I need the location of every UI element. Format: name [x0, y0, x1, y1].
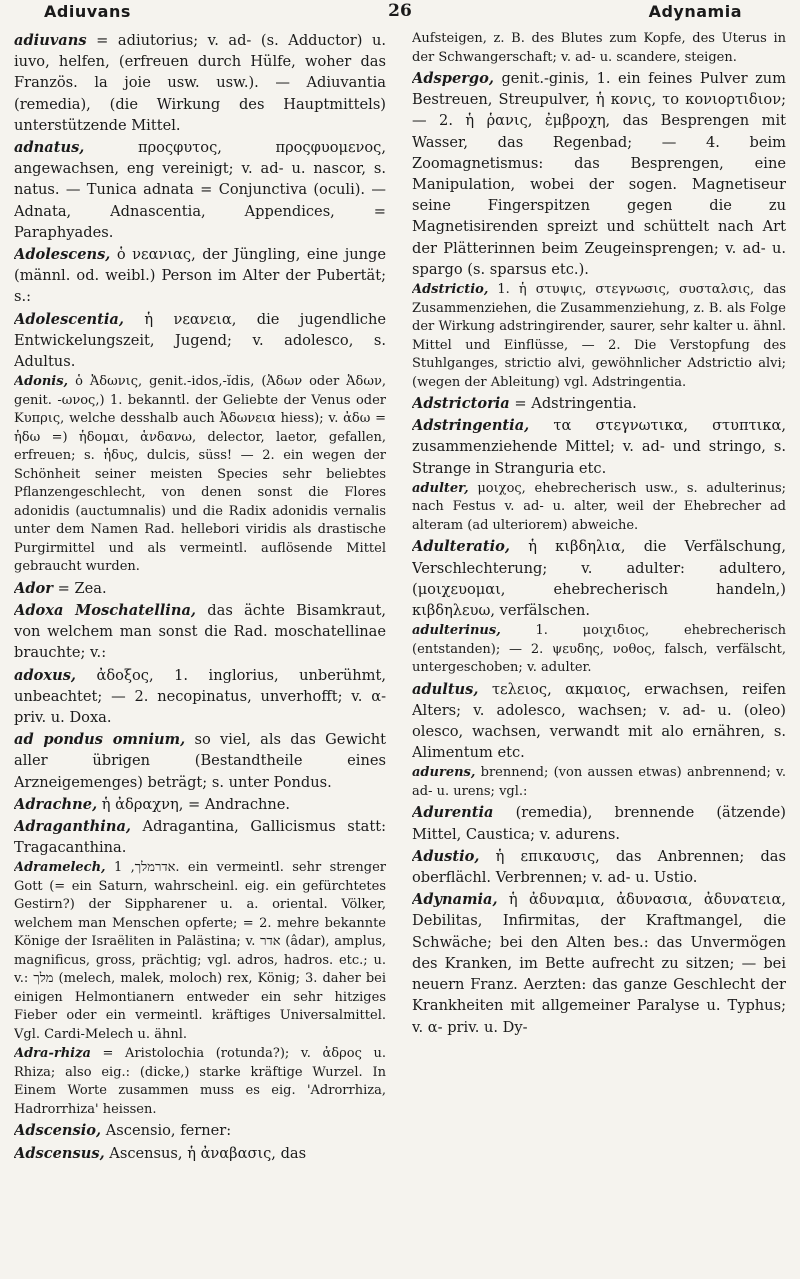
dictionary-entry: [14, 600, 386, 664]
dictionary-entry: [412, 679, 786, 764]
dictionary-entry: [14, 816, 386, 858]
dictionary-entry: [412, 802, 786, 844]
entry-text: genit.-ginis, 1. ein feines Pulver zum Bestreuen, Streupulver, ἡ κονις, το κονιορτιδιον; — 2. ἡ ῥανις, ἐμβροχη, das Besprengen mit Wasser, das Regenbad; — 4. beim Zoomagnetismus: das Besprengen, eine Manipulation, wobei der sogen. Magnetiseur seine Fingerspitzen gegen die zu Magnetisirenden spreizt und schüttelt nach Art der Plätterinnen beim Zeugeinsprengen; v. ad- u. spargo (s. sparsus etc.).: [412, 70, 786, 278]
entry-text: so viel, als das Gewicht aller übrigen (Bestandtheile eines Arzneigemenges) beträgt; s. unter Pondus.: [14, 731, 386, 791]
entry-headword: Adolescentia,: [14, 310, 124, 328]
dictionary-entry: [14, 729, 386, 793]
entry-headword: adultus,: [412, 680, 479, 698]
dictionary-entry: [14, 1143, 386, 1164]
entry-headword: Adra-rhiza: [14, 1046, 91, 1062]
dictionary-entry: [14, 1120, 386, 1141]
dictionary-entry: [412, 393, 786, 414]
dictionary-entry: [14, 30, 386, 136]
dictionary-entry: [412, 480, 786, 536]
entry-text: τελειος, ακμαιος, erwachsen, reifen Alters; v. adolesco, wachsen; v. ad- u. (oleo) olesco, wachsen, verwandt mit alo ernähren, s. Alimentum etc.: [412, 680, 786, 762]
entry-text: = Zea.: [57, 579, 107, 597]
running-head-left: Adiuvans: [44, 2, 131, 21]
entry-headword: adnatus,: [14, 139, 85, 157]
entry-text: ὁ Ἀδωνις, genit.-idos,-ĭdis, (Ἀδων oder Ἀδων, genit. -ωνος,) 1. bekanntl. der Geliebte der Venus oder Κυπρις, welche desshalb auch Ἀδωνεια hiess); v. ἀδω = ἡδω =) ἡδομαι, ἁνδανω, delector, laetor, gefallen, erfreuen; s. ἡδυς, dulcis, süss! — 2. ein wegen der Schönheit seiner meisten Species sehr beliebtes Pflanzengeschlecht, von denen sonst die Flores adonidis (auctumnalis) und die Radix adonidis vernalis unter dem Namen Rad. hellebori viridis als drastische Purgirmittel und als vermeintl. auflösende Mittel gebraucht wurden.: [14, 374, 386, 575]
entry-text: Aufsteigen, z. B. des Blutes zum Kopfe, des Uterus in der Schwangerschaft; v. ad- u. scandere, steigen.: [412, 31, 786, 65]
entry-headword: adiuvans: [14, 32, 87, 49]
dictionary-entry: [14, 859, 386, 1044]
entry-headword: adurens,: [412, 765, 476, 781]
entry-text: = Aristolochia (rotunda?); v. ἀδρος u. Rhiza; also eig.: (dicke,) starke kräftige Wurzel. In Einem Worte zusammen muss es eig. 'Adrorrhiza, Hadrorrhiza' heissen.: [14, 1046, 386, 1117]
entry-headword: Adrachne,: [14, 795, 98, 813]
dictionary-entry: [14, 309, 386, 373]
entry-headword: Adurentia: [412, 804, 494, 822]
entry-headword: adulter,: [412, 480, 469, 496]
entry-text: μοιχος, ehebrecherisch usw., s. adulterinus; nach Festus v. ad- u. alter, weil der Ehebrecher ad alteram (ad ulteriorem) abweiche.: [412, 480, 786, 533]
entry-headword: Adonis,: [14, 374, 69, 390]
dictionary-entry: [412, 889, 786, 1037]
page-number: 26: [388, 1, 412, 21]
entry-text: ὁ νεανιας, der Jüngling, eine junge (männl. od. weibl.) Person im Alter der Pubertät; s.:: [14, 246, 386, 306]
entry-headword: Adraganthina,: [14, 817, 131, 835]
dictionary-entry: [412, 622, 786, 678]
entry-text: 1. ἡ στυψις, στεγνωσις, συσταλσις, das Zusammenziehen, die Zusammenziehung, z. B. als Folge der Wirkung adstringirender, saurer, sehr kalter u. ähnl. Mittel und Einflüsse, — 2. Die Verstopfung des Stuhlganges, strictio alvi, gewöhnlicher Adstrictio alvi; (wegen der Ableitung) vgl. Adstringentia.: [412, 282, 786, 390]
entry-text: προςφυτος, προςφυομενος, angewachsen, eng vereinigt; v. ad- u. nascor, s. natus. — Tunica adnata = Conjunctiva (oculi). — Adnata, Adnascentia, Appendices, = Paraphyades.: [14, 139, 386, 241]
entry-headword: ad pondus omnium,: [14, 731, 186, 749]
dictionary-entry: [14, 1045, 386, 1119]
entry-headword: Adynamia,: [412, 891, 498, 909]
entry-headword: Adramelech,: [14, 860, 106, 876]
entry-text: אדרמלך, 1. ein vermeintl. sehr strenger Gott (= ein Saturn, wahrscheinl. eig. ein gefürchtetes Gestirn?) der Sippharener u. a. oriental. Völker, welchem man Menschen opferte; = 2. mehre bekannte Könige der Israëliten in Palästina; v. אדר (âdar), amplus, magnificus, gross, prächtig; vgl. adros, hadros. etc.; u. v.: מלך (melech, malek, moloch) rex, König; 3. daher bei einigen Helmontianern entweder ein sehr hitziges Fieber oder ein vermeintl. kräftiges Universalmittel. Vgl. Cardi-Melech u. ähnl.: [14, 860, 386, 1042]
page-header: [0, 0, 800, 22]
running-head-right: Adynamia: [648, 2, 742, 21]
entry-headword: Adstrictio,: [412, 282, 489, 298]
dictionary-entry: [412, 536, 786, 621]
entry-headword: Adscensio,: [14, 1122, 102, 1140]
dictionary-entry: [412, 68, 786, 280]
entry-headword: Adolescens,: [14, 246, 111, 264]
entry-headword: Adustio,: [412, 847, 480, 865]
entry-headword: Adstringentia,: [412, 417, 530, 435]
dictionary-entry: [412, 415, 786, 479]
entry-text: τα στεγνωτικα, στυπτικα, zusammenziehende Mittel; v. ad- und stringo, s. Strange in Stranguria etc.: [412, 417, 786, 477]
entry-headword: Adstrictoria: [412, 395, 510, 413]
entry-text: = adiutorius; v. ad- (s. Adductor) u. iuvo, helfen, (erfreuen durch Hülfe, woher das Französ. la joie usw. usw.). — Adiuvantia (remedia), (die Wirkung des Hauptmittels) unterstützende Mittel.: [14, 32, 386, 134]
entry-headword: Adscensus,: [14, 1144, 105, 1162]
entry-headword: Ador: [14, 579, 53, 597]
entry-text: ἡ ἀδραχνη, = Andrachne.: [101, 795, 291, 813]
right-column: [412, 30, 786, 1270]
dictionary-entry: [412, 30, 786, 67]
entry-text: das ächte Bisamkraut, von welchem man sonst die Rad. moschatellinae brauchte; v.:: [14, 601, 386, 662]
entry-text: Ascensio, ferner:: [105, 1122, 232, 1140]
dictionary-entry: [412, 281, 786, 392]
dictionary-entry: [412, 764, 786, 801]
entry-text: Ascensus, ἡ ἀναβασις, das: [109, 1144, 307, 1162]
entry-text: Adragantina, Gallicismus statt: Tragacanthina.: [14, 817, 386, 857]
entry-headword: adulterinus,: [412, 623, 501, 639]
left-column: [14, 30, 386, 1270]
dictionary-entry: [14, 244, 386, 308]
entry-headword: Adspergo,: [412, 70, 494, 87]
dictionary-entry: [14, 373, 386, 577]
entry-text: ἡ ἀδυναμια, ἀδυνασια, ἀδυνατεια, Debilitas, Infirmitas, der Kraftmangel, die Schwäche; bei den Alten bes.: das Unvermögen des Kranken, im Bette aufrecht zu sitzen; — bei neuern Franz. Aerzten: das ganze Geschlecht der Krankheiten mit allgemeiner Paralyse u. Typhus; v. α- priv. u. Dy-: [412, 891, 786, 1036]
entry-text: = Adstringentia.: [514, 395, 637, 413]
entry-text: ἡ κιβδηλια, die Verfälschung, Verschlechterung; v. adulter: adultero, (μοιχευομαι, ehebrecherisch handeln,) κιβδηλευω, verfälschen.: [412, 538, 786, 619]
dictionary-entry: [14, 665, 386, 729]
dictionary-entry: [14, 137, 386, 243]
entry-headword: Adoxa Moschatellina,: [14, 601, 196, 619]
entry-text: (remedia), brennende (ätzende) Mittel, Caustica; v. adurens.: [412, 804, 786, 843]
dictionary-entry: [14, 578, 386, 599]
entry-text: ἡ επικαυσις, das Anbrennen; das oberflächl. Verbrennen; v. ad- u. Ustio.: [412, 847, 786, 887]
entry-headword: adoxus,: [14, 666, 77, 684]
entry-headword: Adulteratio,: [412, 538, 510, 556]
entry-text: ἡ νεανεια, die jugendliche Entwickelungszeit, Jugend; v. adolesco, s. Adultus.: [14, 310, 386, 371]
entry-text: brennend; (von aussen etwas) anbrennend; v. ad- u. urens; vgl.:: [412, 765, 786, 799]
entry-text: ἀδοξος, 1. inglorius, unberühmt, unbeachtet; — 2. necopinatus, unverhofft; v. α- priv. u. Doxa.: [14, 666, 386, 726]
dictionary-entry: [14, 794, 386, 815]
entry-text: 1. μοιχιδιος, ehebrecherisch (entstanden); — 2. ψευδης, νοθος, falsch, verfälscht, untergeschoben; v. adulter.: [412, 623, 786, 676]
dictionary-entry: [412, 846, 786, 888]
